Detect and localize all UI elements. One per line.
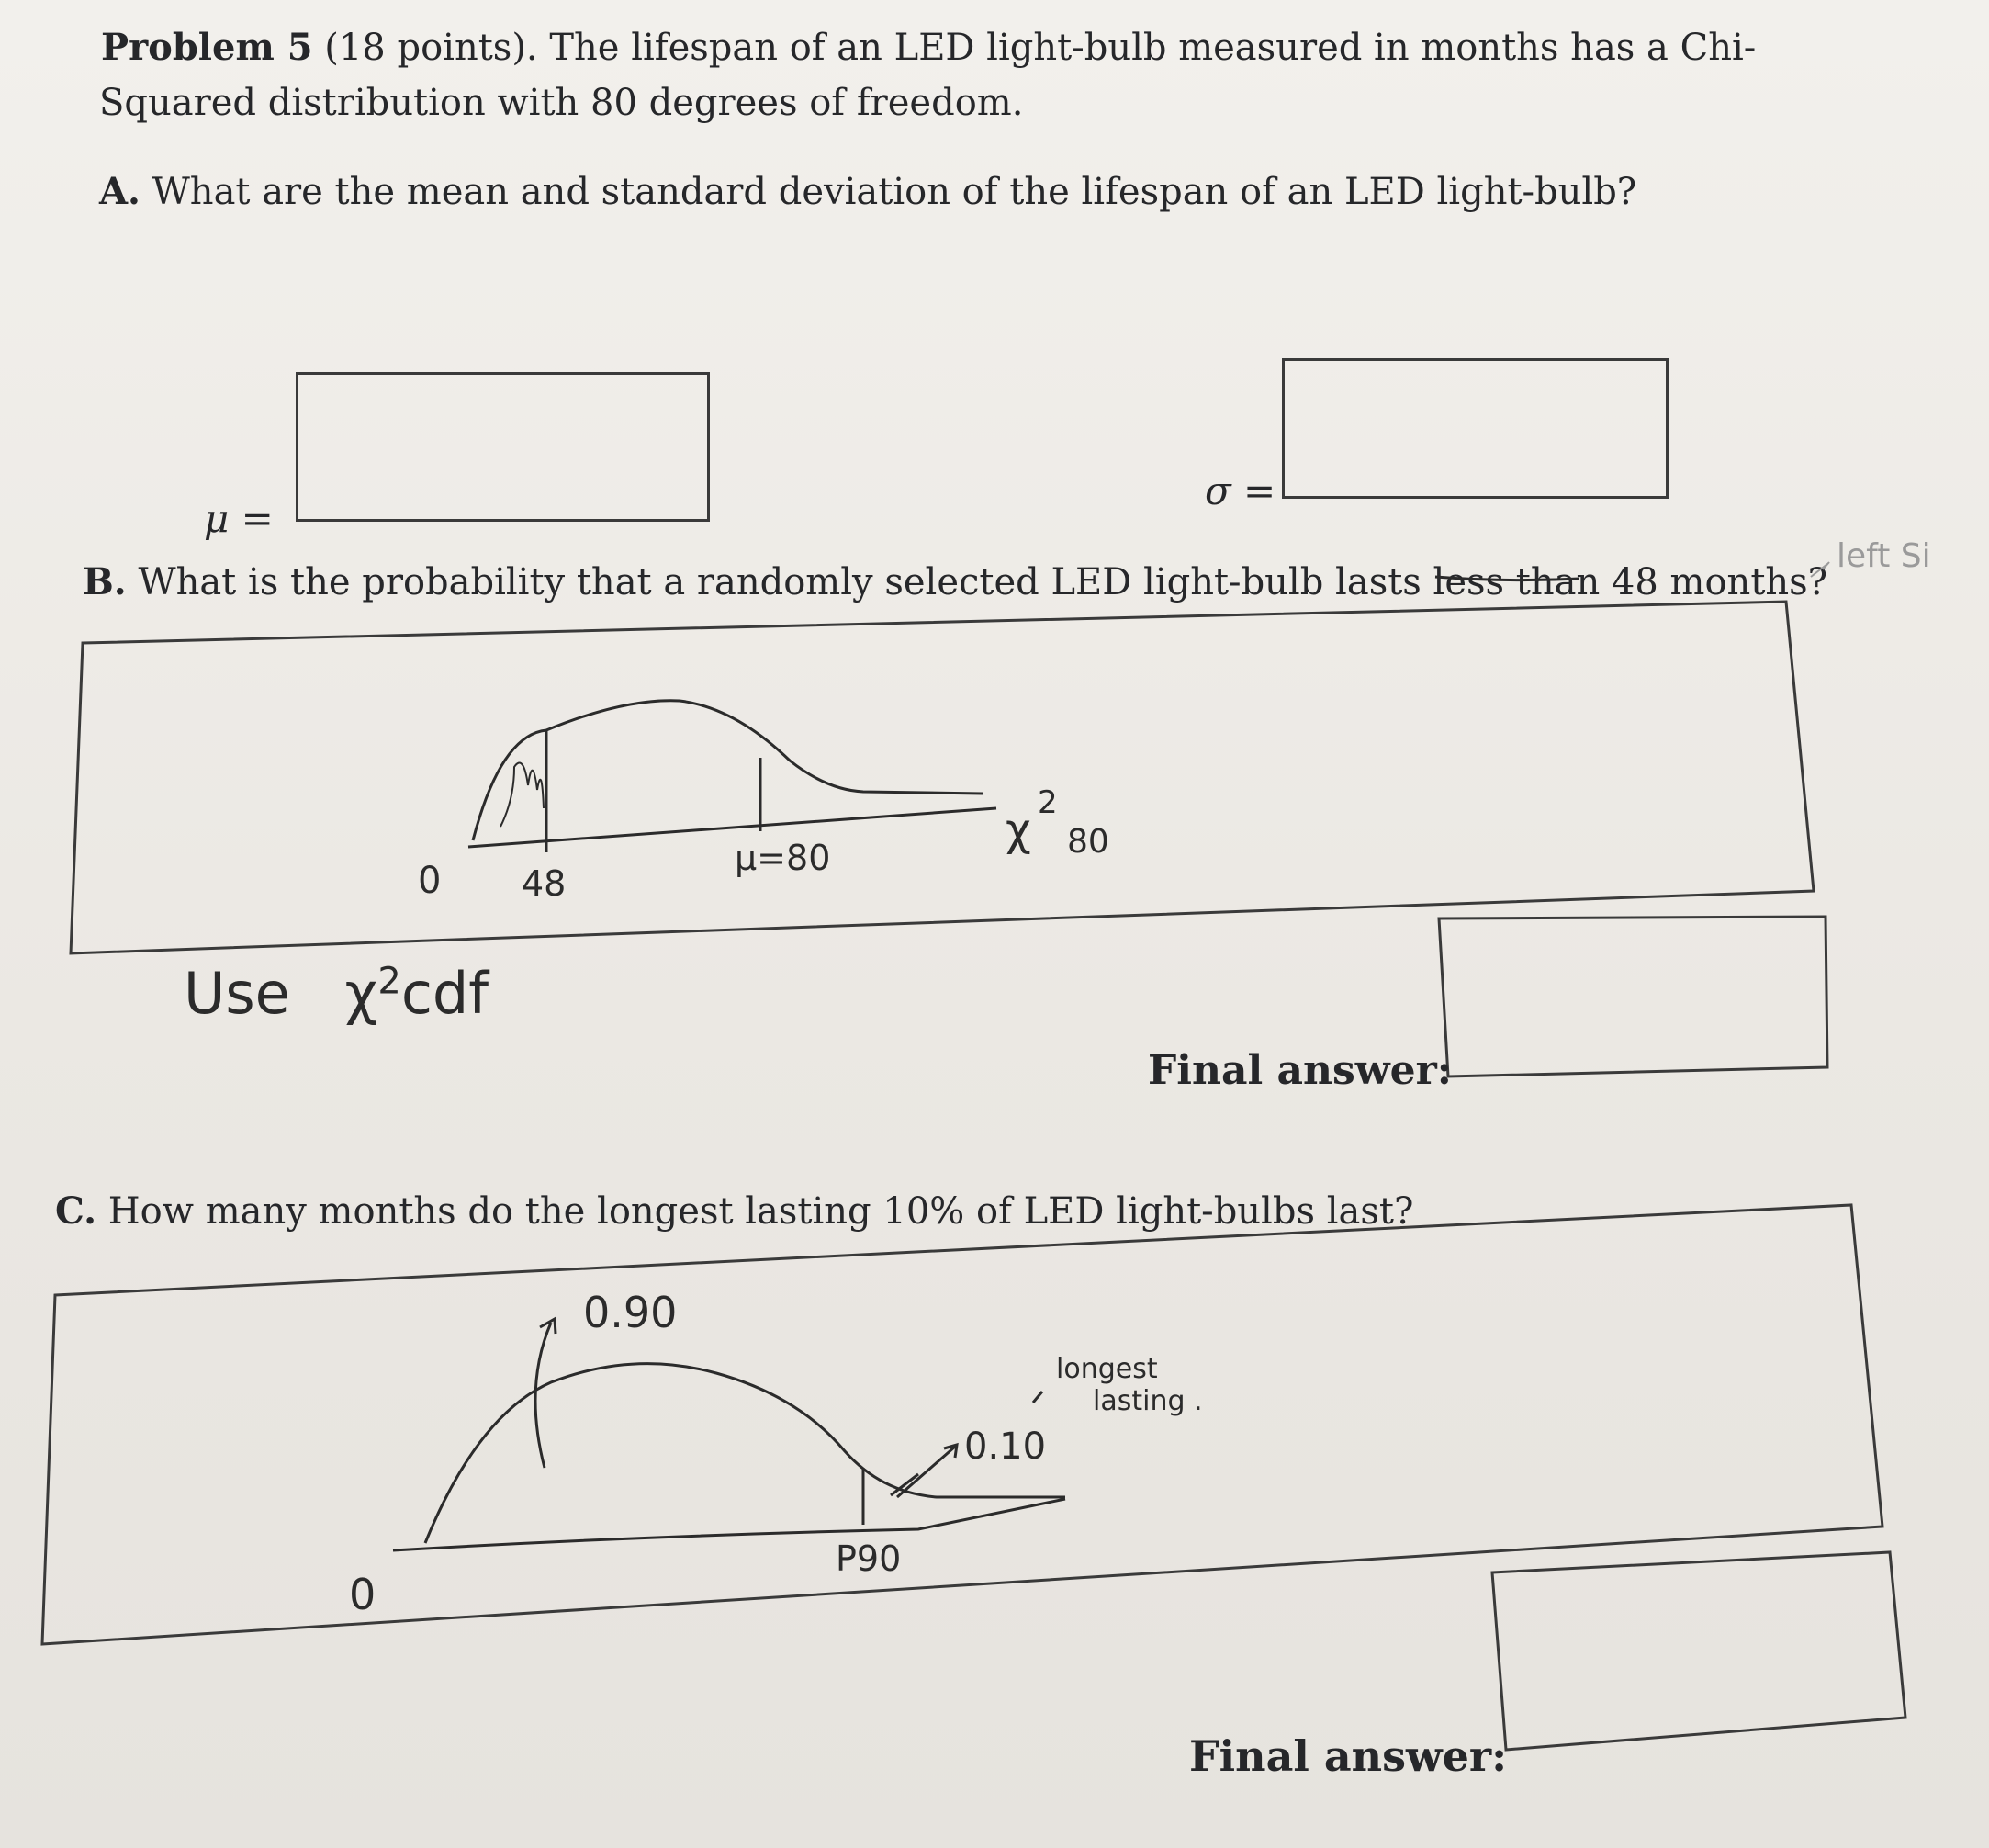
mu-label: μ = <box>204 496 274 541</box>
part-b-zero: 0 <box>418 860 442 902</box>
part-b-question: What is the probability that a randomly selected LED light-bulb lasts less than 48 months? <box>138 561 1828 603</box>
part-c-tick-mark <box>1033 1392 1042 1403</box>
part-a-label: A. <box>99 170 140 213</box>
part-b-note-chi: χ <box>344 960 378 1027</box>
part-c-lasting: lasting . <box>1093 1385 1203 1417</box>
part-c-label: C. <box>55 1189 97 1233</box>
part-b-dist-sub: 80 <box>1067 823 1109 861</box>
part-a-question: What are the mean and standard deviation of the lifespan of an LED light-bulb? <box>152 171 1637 213</box>
part-b-chi-square-sketch <box>468 701 996 852</box>
problem-points: (18 points). <box>324 27 538 69</box>
part-c-answer-field[interactable] <box>1506 1571 1892 1736</box>
part-c-090: 0.90 <box>583 1288 678 1337</box>
part-b-48: 48 <box>522 863 567 904</box>
part-c-arrow-010 <box>897 1445 957 1497</box>
part-b-use-note <box>184 960 489 1027</box>
part-b-margin-note: left Si <box>1837 537 1931 575</box>
part-b-answer-field[interactable] <box>1451 923 1818 1065</box>
problem-statement-1: The lifespan of an LED light-bulb measured in months has a Chi- <box>549 27 1757 69</box>
part-b-note-use: Use <box>184 960 290 1027</box>
margin-arrow <box>1811 562 1829 577</box>
part-b-density-curve <box>473 701 983 840</box>
less-than-underline <box>1435 577 1579 580</box>
part-b-label: B. <box>83 560 127 603</box>
part-c-axis <box>393 1499 1065 1550</box>
part-c-arrow-090 <box>535 1319 556 1468</box>
part-b-dist-sup: 2 <box>1038 784 1058 821</box>
part-c-zero: 0 <box>349 1570 376 1619</box>
part-b-mu: μ=80 <box>735 838 831 878</box>
part-c-question: How many months do the longest lasting 10% of LED light-bulbs last? <box>107 1190 1414 1233</box>
part-b-note-sup: 2 <box>377 960 401 1003</box>
part-c-010: 0.10 <box>964 1425 1047 1468</box>
part-c-final-label: Final answer: <box>1189 1731 1508 1781</box>
problem-line-2: Squared distribution with 80 degrees of freedom. <box>99 82 1024 124</box>
part-b-shaded-area <box>500 763 544 828</box>
part-c-longest: longest <box>1056 1353 1158 1385</box>
part-b-note-cdf: cdf <box>400 960 489 1027</box>
problem-label: Problem 5 <box>101 26 313 69</box>
part-b-final-label: Final answer: <box>1148 1047 1453 1094</box>
part-c-p90: P90 <box>836 1538 902 1579</box>
part-b-work-box <box>71 602 1814 953</box>
sigma-label: σ = <box>1205 468 1276 513</box>
part-b-dist-chi: χ <box>1006 805 1031 856</box>
